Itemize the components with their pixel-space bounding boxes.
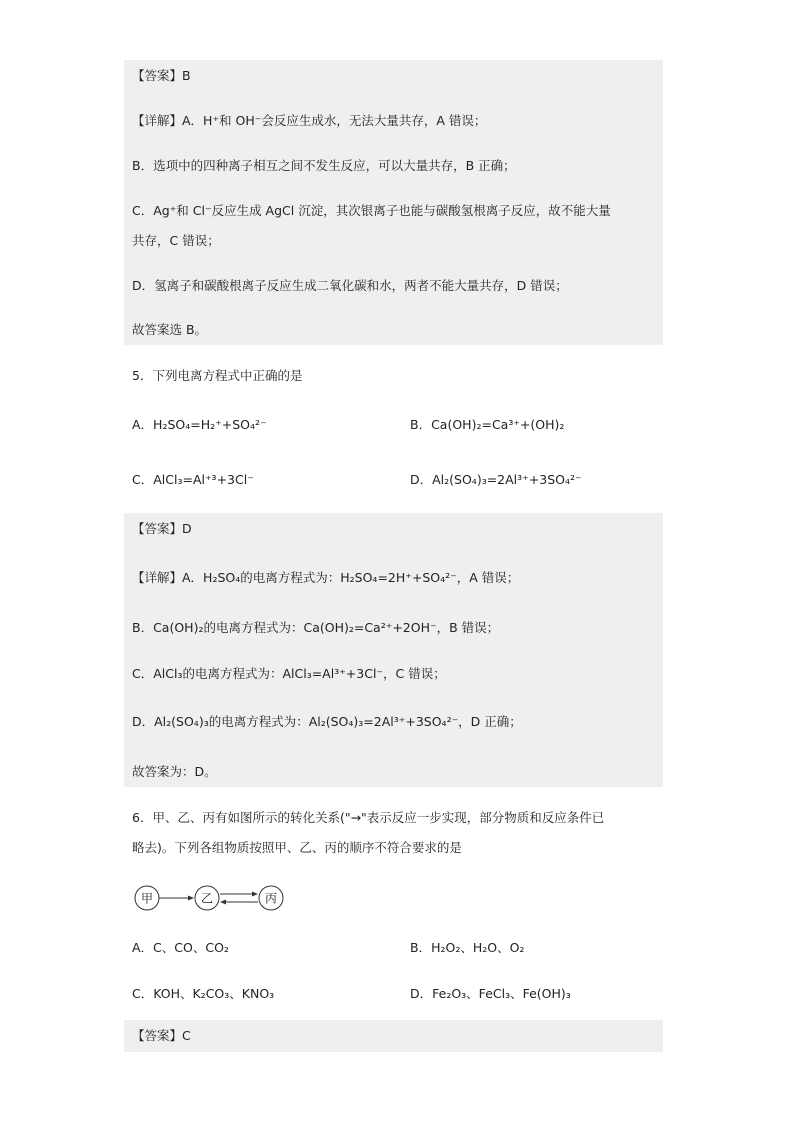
conclusion-2: 故答案为：D。: [132, 764, 217, 779]
question-6-option-b: B．H₂O₂、H₂O、O₂: [410, 940, 525, 955]
diagram-node-bing-label: 丙: [264, 891, 278, 906]
question-6-option-a: A．C、CO、CO₂: [132, 940, 229, 955]
answer-1: 【答案】B: [132, 68, 191, 83]
arrow-yi-to-bing-head: [252, 892, 258, 897]
question-5-option-c: C．AlCl₃=Al⁺³+3Cl⁻: [132, 472, 254, 487]
question-5-option-a: A．H₂SO₄=H₂⁺+SO₄²⁻: [132, 417, 267, 432]
detail-1-d: D．氢离子和碳酸根离子反应生成二氧化碳和水，两者不能大量共存，D 错误；: [132, 278, 568, 293]
detail-2-b: B．Ca(OH)₂的电离方程式为：Ca(OH)₂=Ca²⁺+2OH⁻，B 错误；: [132, 620, 500, 635]
answer-block-2-bg: [124, 513, 663, 787]
question-6-stem-line2: 略去)。下列各组物质按照甲、乙、丙的顺序不符合要求的是: [132, 840, 462, 855]
diagram-node-jia-label: 甲: [140, 891, 154, 906]
detail-2-a: 【详解】A．H₂SO₄的电离方程式为：H₂SO₄=2H⁺+SO₄²⁻，A 错误；: [132, 570, 520, 585]
conversion-diagram: [133, 882, 293, 916]
detail-1-a: 【详解】A．H⁺和 OH⁻会反应生成水，无法大量共存，A 错误；: [132, 113, 487, 128]
answer-3: 【答案】C: [132, 1028, 191, 1043]
question-6-option-d: D．Fe₂O₃、FeCl₃、Fe(OH)₃: [410, 986, 571, 1001]
detail-1-b: B．选项中的四种离子相互之间不发生反应，可以大量共存，B 正确；: [132, 158, 516, 173]
question-6-stem-line1: 6．甲、乙、丙有如图所示的转化关系("→"表示反应一步实现，部分物质和反应条件已: [132, 810, 605, 825]
detail-1-c-line1: C．Ag⁺和 Cl⁻反应生成 AgCl 沉淀，其次银离子也能与碳酸氢根离子反应，故不能大量: [132, 203, 611, 218]
answer-2: 【答案】D: [132, 521, 192, 536]
detail-2-d: D．Al₂(SO₄)₃的电离方程式为：Al₂(SO₄)₃=2Al³⁺+3SO₄²⁻，D 正确；: [132, 714, 522, 729]
arrow-bing-to-yi-head: [220, 900, 226, 905]
conclusion-1: 故答案选 B。: [132, 322, 208, 337]
diagram-node-yi-label: 乙: [200, 891, 214, 906]
answer-block-3-bg: [124, 1020, 663, 1052]
question-5-stem: 5．下列电离方程式中正确的是: [132, 368, 303, 383]
arrow-jia-to-yi-head: [188, 896, 194, 901]
question-5-option-b: B．Ca(OH)₂=Ca³⁺+(OH)₂: [410, 417, 565, 432]
detail-2-c: C．AlCl₃的电离方程式为：AlCl₃=Al³⁺+3Cl⁻，C 错误；: [132, 666, 446, 681]
question-6-option-c: C．KOH、K₂CO₃、KNO₃: [132, 986, 275, 1001]
detail-1-c-line2: 共存，C 错误；: [132, 233, 220, 248]
question-5-option-d: D．Al₂(SO₄)₃=2Al³⁺+3SO₄²⁻: [410, 472, 582, 487]
